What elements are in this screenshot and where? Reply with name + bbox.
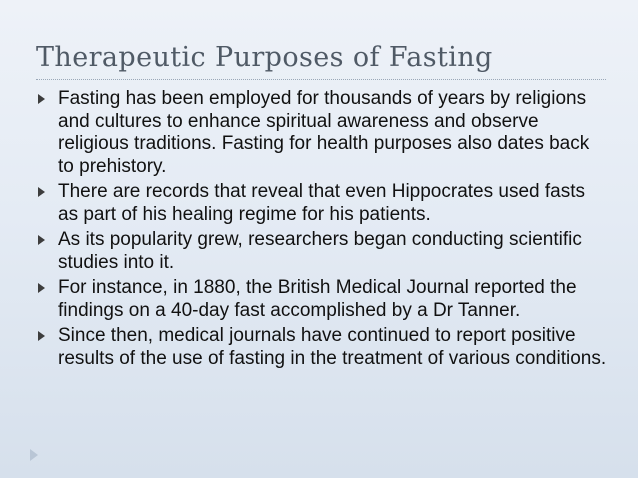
bullet-text: Since then, medical journals have continued to report positive results of the use of fasting in the treatment of various conditions. [58,325,607,369]
slide-title: Therapeutic Purposes of Fasting [36,42,493,73]
bullet-item [36,229,608,274]
triangle-bullet-icon [38,331,45,341]
triangle-bullet-icon [38,187,45,197]
bullet-text: For instance, in 1880, the British Medical Journal reported the findings on a 40-day fast accomplished by a Dr Tanner. [58,277,577,321]
bullet-list [36,88,608,373]
bullet-item [36,181,608,226]
triangle-bullet-icon [38,94,45,104]
empty-bullet-placeholder-icon [30,449,38,461]
triangle-bullet-icon [38,235,45,245]
bullet-item [36,277,608,322]
bullet-item [36,325,608,370]
bullet-text: There are records that reveal that even Hippocrates used fasts as part of his healing regime for his patients. [58,181,585,225]
title-divider [36,79,606,80]
bullet-text: As its popularity grew, researchers began conducting scientific studies into it. [58,229,582,273]
bullet-text: Fasting has been employed for thousands of years by religions and cultures to enhance spiritual awareness and observe religious traditions. Fasting for health purposes also dates back to prehistory. [58,88,590,177]
bullet-item [36,88,608,178]
triangle-bullet-icon [38,283,45,293]
